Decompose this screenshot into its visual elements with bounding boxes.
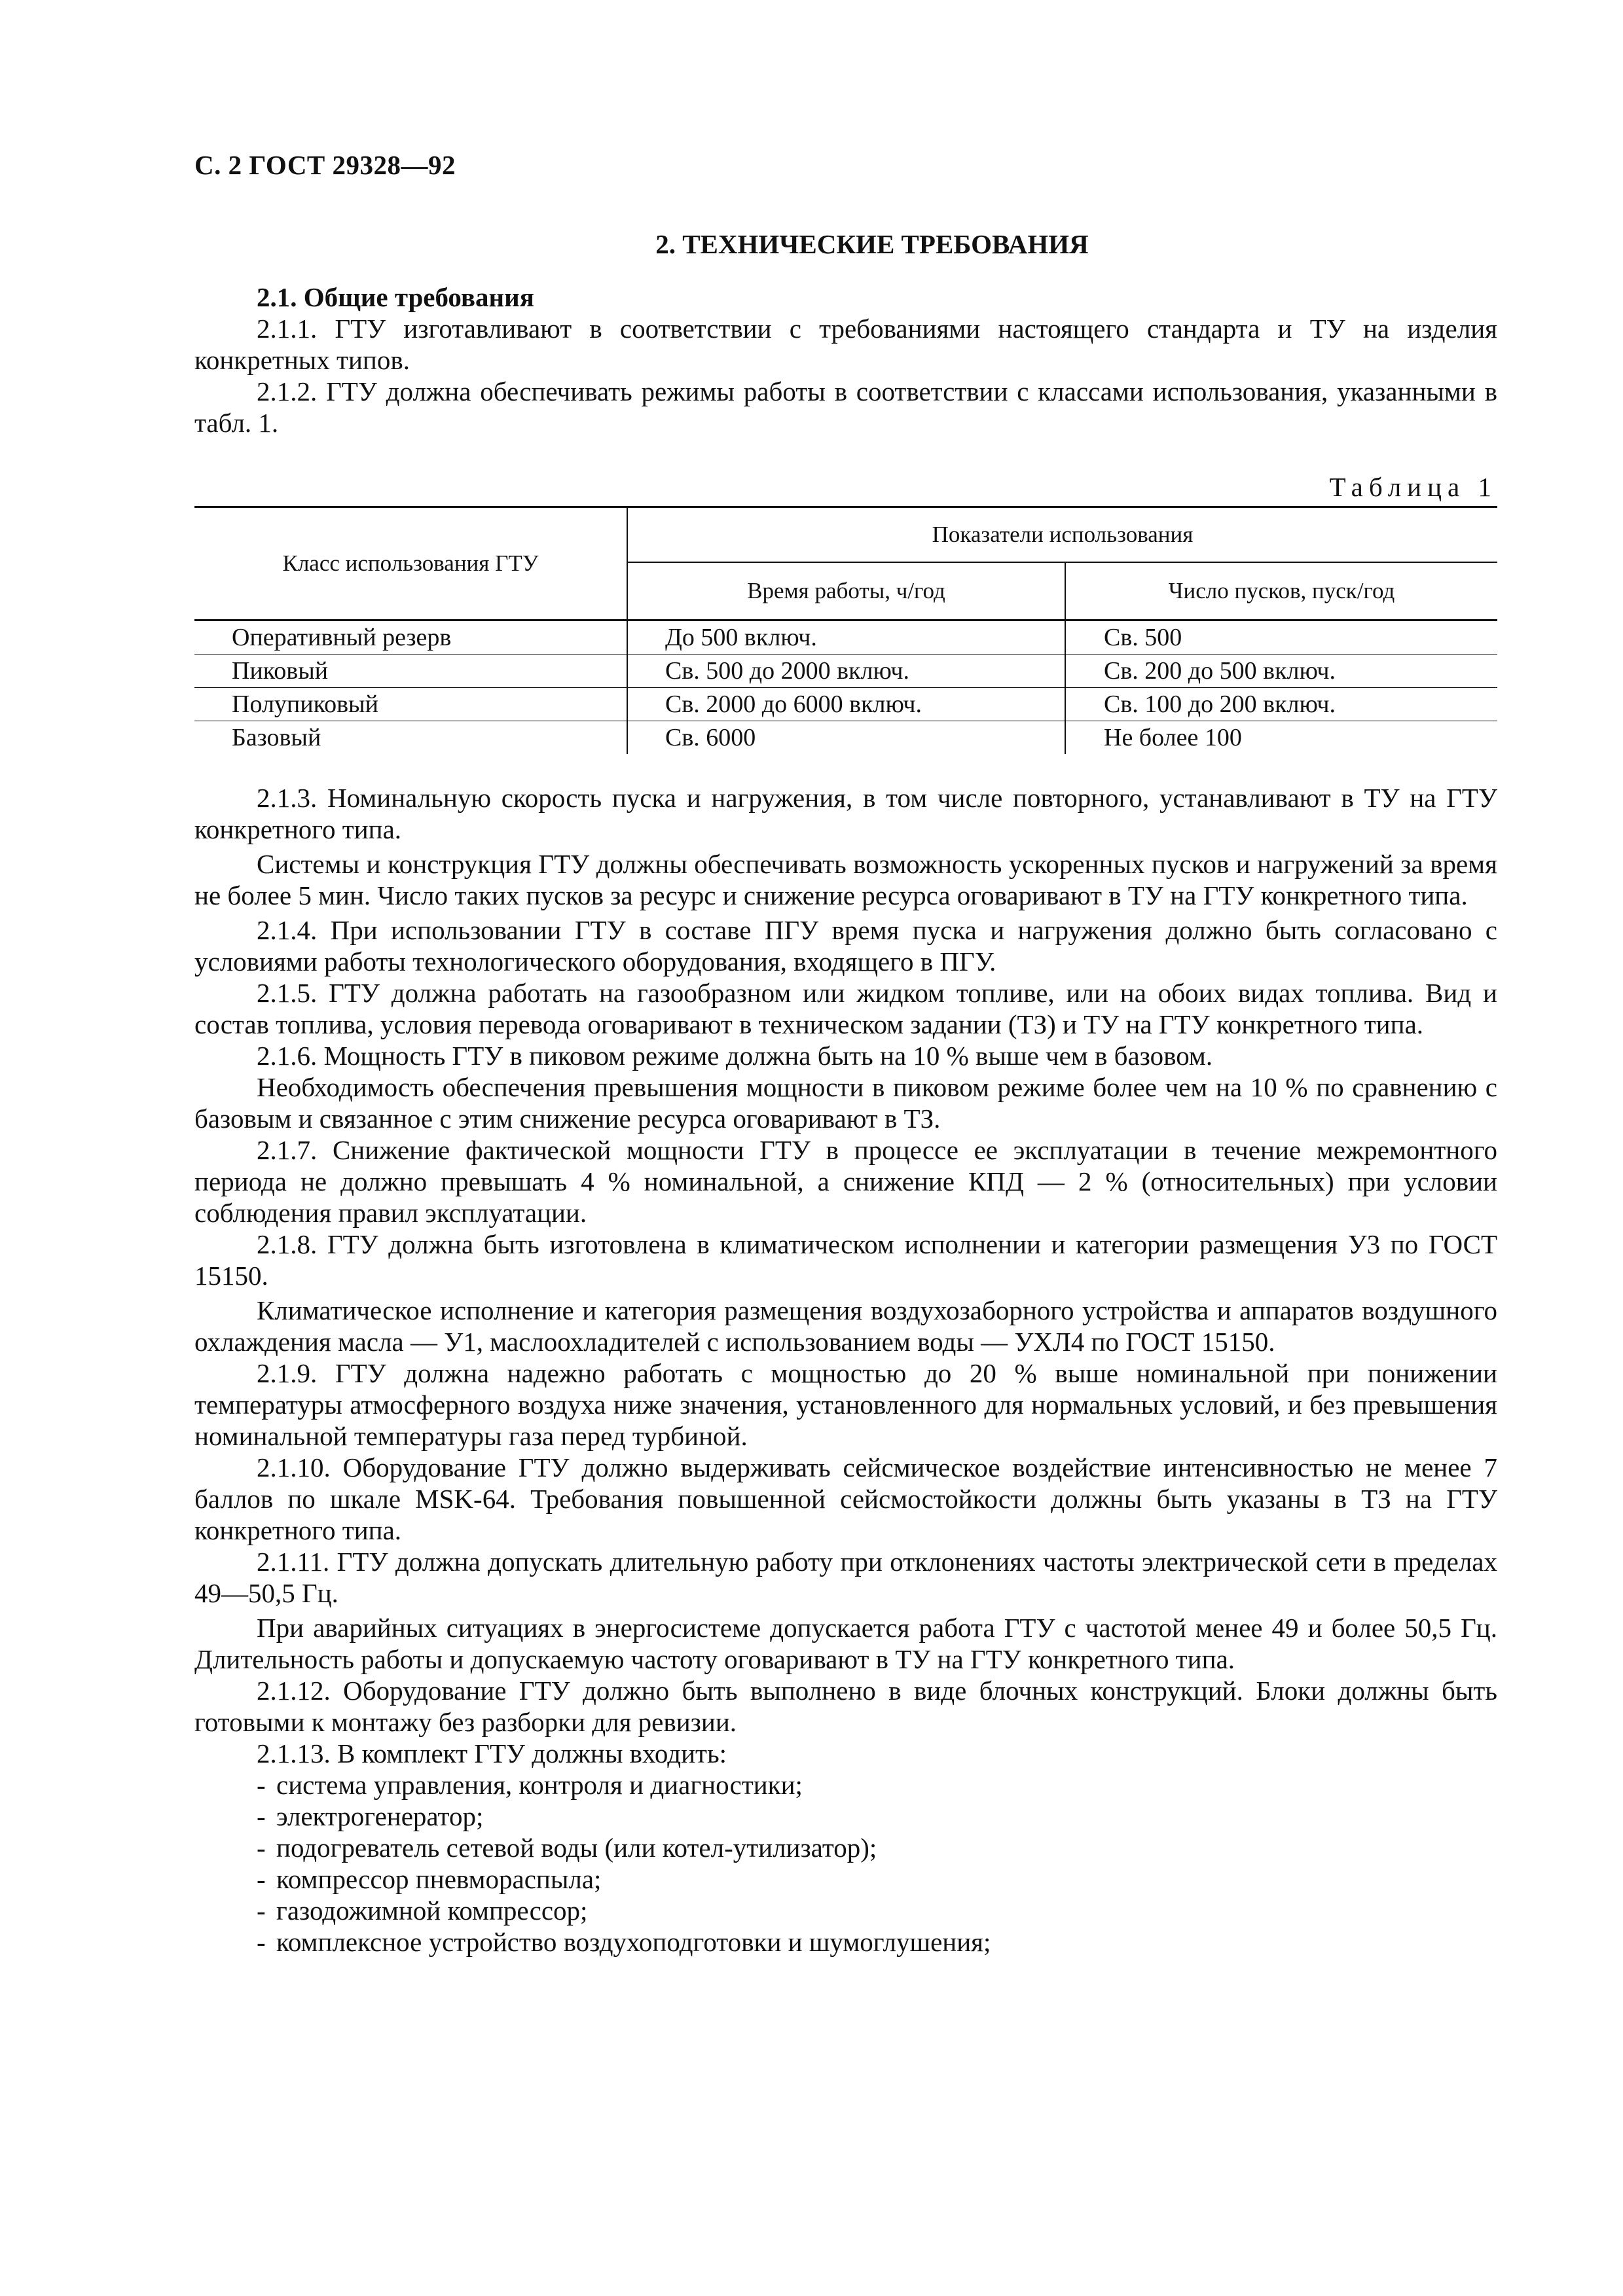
paragraph-2-1-11b: При аварийных ситуациях в энергосистеме допускается работа ГТУ с частотой менее 49 и более 50,5 Гц. Длительность работы и допускаемую частоту оговаривают в ТУ на ГТУ конкретного типа. [194, 1613, 1497, 1674]
list-item: - комплексное устройство воздухоподготовки и шумоглушения; [257, 1927, 991, 1957]
paragraph-2-1-6b: Необходимость обеспечения превышения мощности в пиковом режиме более чем на 10 % по сравнению с базовым и связанное с этим снижение ресурса оговаривают в ТЗ. [194, 1072, 1497, 1134]
running-header: С. 2 ГОСТ 29328—92 [194, 150, 456, 180]
paragraph-2-1-8: 2.1.8. ГТУ должна быть изготовлена в климатическом исполнении и категории размещения У3 по ГОСТ 15150. [194, 1229, 1497, 1291]
column-header-time: Время работы, ч/год [627, 562, 1065, 620]
cell-time: Св. 2000 до 6000 включ. [627, 688, 1065, 721]
cell-starts: Св. 100 до 200 включ. [1065, 688, 1497, 721]
list-item: - газодожимной компрессор; [257, 1895, 588, 1926]
paragraph-2-1-13: 2.1.13. В комплект ГТУ должны входить: [257, 1738, 727, 1768]
paragraph-2-1-5: 2.1.5. ГТУ должна работать на газообразном или жидком топливе, или на обоих видах топлива. Вид и состав топлива, условия перевода оговаривают в техническом задании (ТЗ) и ТУ на ГТУ конкретного типа. [194, 978, 1497, 1039]
cell-starts: Не более 100 [1104, 724, 1242, 751]
paragraph-2-1-3: 2.1.3. Номинальную скорость пуска и нагружения, в том числе повторного, устанавливают в ТУ на ГТУ конкретного типа. [194, 783, 1497, 844]
list-item: - система управления, контроля и диагностики; [257, 1770, 803, 1800]
intro-block [194, 281, 1497, 439]
usage-class-table [194, 506, 1497, 754]
equipment-list [194, 1769, 1497, 1958]
cell-class: Полупиковый [194, 688, 627, 721]
list-marker: - [257, 1770, 266, 1800]
paragraph-2-1-4: 2.1.4. При использовании ГТУ в составе ПГУ время пуска и нагружения должно быть согласовано с условиями работы технологического оборудования, входящего в ПГУ. [194, 915, 1497, 977]
cell-time: Св. 500 до 2000 включ. [627, 655, 1065, 688]
table-row [194, 655, 1497, 688]
table-row [194, 721, 1497, 755]
paragraph-2-1-10: 2.1.10. Оборудование ГТУ должно выдерживать сейсмическое воздействие интенсивностью не менее 7 баллов по шкале MSK-64. Требования повышенной сейсмостойкости должны быть указаны в ТЗ на ГТУ конкретного типа. [194, 1452, 1497, 1545]
subsection-title: 2.1. Общие требования [257, 282, 534, 312]
cell-starts: Св. 200 до 500 включ. [1065, 655, 1497, 688]
paragraph-2-1-7: 2.1.7. Снижение фактической мощности ГТУ в процессе ее эксплуатации в течение межремонтного периода не должно превышать 4 % номинальной, а снижение КПД — 2 % (относительных) при условии соблюдения правил эксплуатации. [194, 1135, 1497, 1228]
paragraph-2-1-9: 2.1.9. ГТУ должна надежно работать с мощностью до 20 % выше номинальной при понижении температуры атмосферного воздуха ниже значения, установленного для нормальных условий, и без превышения номинальной температуры газа перед турбиной. [194, 1358, 1497, 1451]
column-header-class: Класс использования ГТУ [194, 507, 627, 620]
list-marker: - [257, 1864, 266, 1894]
list-marker: - [257, 1927, 266, 1957]
paragraph-2-1-1: 2.1.1. ГТУ изготавливают в соответствии с требованиями настоящего стандарта и ТУ на изделия конкретных типов. [194, 314, 1497, 375]
list-item: - компрессор пневмораспыла; [257, 1864, 602, 1894]
cell-class: Базовый [194, 721, 627, 755]
paragraph-2-1-8b: Климатическое исполнение и категория размещения воздухозаборного устройства и аппаратов воздушного охлаждения масла — У1, маслоохладителей с использованием воды — УХЛ4 по ГОСТ 15150. [194, 1295, 1497, 1357]
paragraph-2-1-6: 2.1.6. Мощность ГТУ в пиковом режиме должна быть на 10 % выше чем в базовом. [257, 1041, 1213, 1071]
table-caption: Таблица 1 [1329, 472, 1497, 502]
paragraph-2-1-12: 2.1.12. Оборудование ГТУ должно быть выполнено в виде блочных конструкций. Блоки должны быть готовыми к монтажу без разборки для ревизии. [194, 1676, 1497, 1737]
column-header-starts: Число пусков, пуск/год [1065, 562, 1497, 620]
cell-class: Пиковый [194, 655, 627, 688]
paragraph-2-1-2: 2.1.2. ГТУ должна обеспечивать режимы работы в соответствии с классами использования, указанными в табл. 1. [194, 376, 1497, 438]
paragraph-2-1-11: 2.1.11. ГТУ должна допускать длительную работу при отклонениях частоты электрической сети в пределах 49—50,5 Гц. [194, 1547, 1497, 1608]
cell-starts: Св. 500 [1065, 620, 1497, 655]
table-row [194, 688, 1497, 721]
list-marker: - [257, 1895, 266, 1926]
column-group-header: Показатели использования [627, 507, 1497, 563]
table-row [194, 620, 1497, 655]
cell-time: До 500 включ. [627, 620, 1065, 655]
list-item: - подогреватель сетевой воды (или котел-утилизатор); [257, 1833, 877, 1863]
list-marker: - [257, 1833, 266, 1863]
list-marker: - [257, 1801, 266, 1831]
list-item: - электрогенератор; [257, 1801, 484, 1831]
section-title: 2. ТЕХНИЧЕСКИЕ ТРЕБОВАНИЯ [655, 229, 1089, 259]
cell-time: Св. 6000 [627, 721, 1065, 755]
cell-class: Оперативный резерв [194, 620, 627, 655]
paragraph-2-1-3b: Системы и конструкция ГТУ должны обеспечивать возможность ускоренных пусков и нагружений за время не более 5 мин. Число таких пусков за ресурс и снижение ресурса оговаривают в ТУ на ГТУ конкретного типа. [194, 849, 1497, 910]
body-block [194, 782, 1497, 1958]
